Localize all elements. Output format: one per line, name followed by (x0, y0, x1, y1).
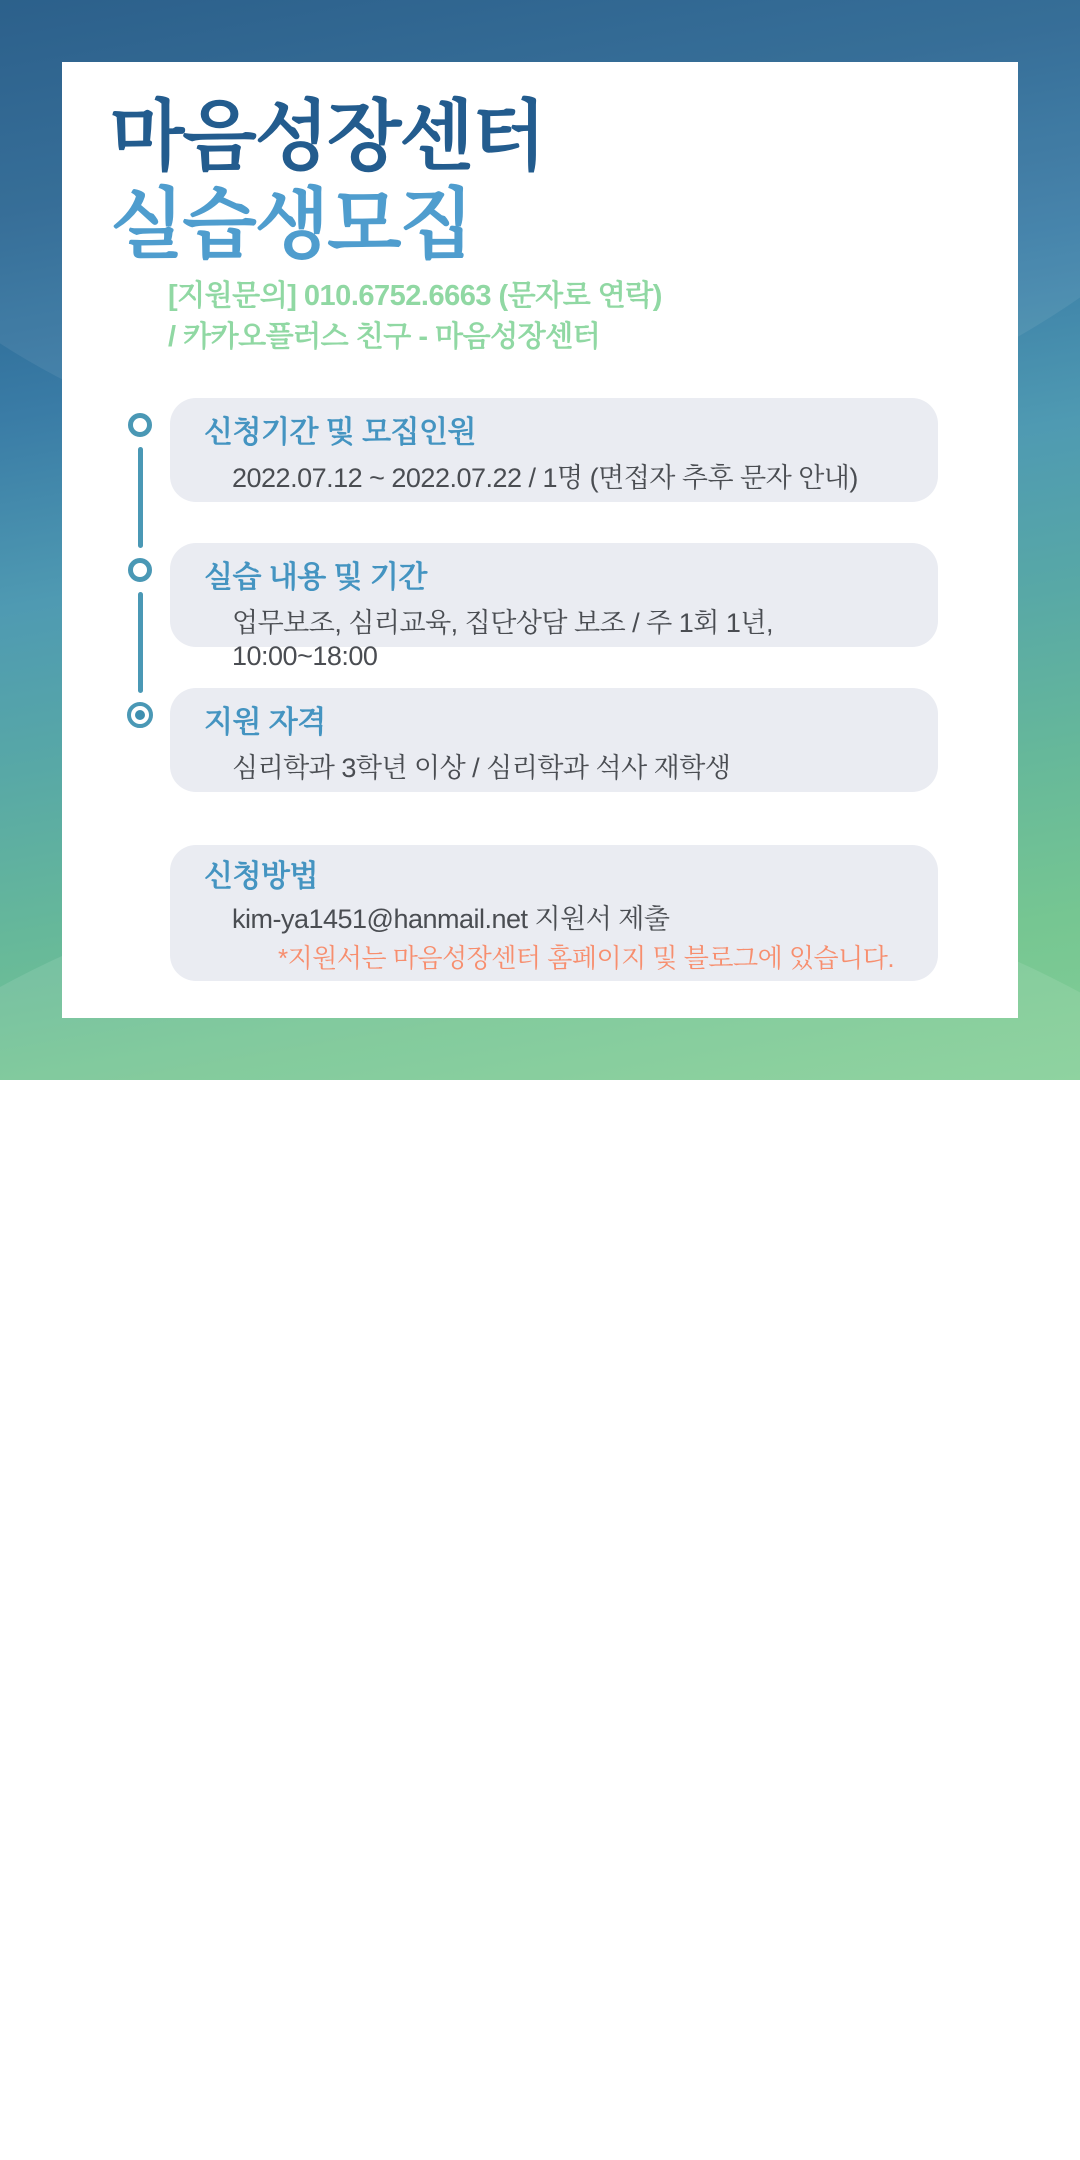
contact-info (168, 276, 662, 357)
section-title: 실습 내용 및 기간 (204, 561, 427, 594)
section-application-period (170, 398, 938, 502)
section-card (170, 543, 938, 672)
poster-card (62, 62, 1018, 1018)
page-title (110, 94, 544, 270)
section-body: 업무보조, 심리교육, 집단상담 보조 / 주 1회 1년, 10:00~18:00 (232, 607, 773, 672)
section-card (170, 845, 938, 981)
section-how-to-apply (170, 845, 938, 981)
section-body: 2022.07.12 ~ 2022.07.22 / 1명 (면접자 추후 문자 안내) (232, 462, 858, 493)
timeline-radio-dot (135, 710, 145, 720)
section-qualifications (170, 688, 938, 792)
timeline-circle-icon (128, 413, 152, 437)
section-title: 신청방법 (204, 860, 318, 893)
section-card (170, 398, 938, 502)
timeline-connector-line (138, 592, 143, 693)
section-body: kim-ya1451@hanmail.net 지원서 제출 (232, 903, 670, 934)
section-practice-content (170, 543, 938, 672)
section-body: 심리학과 3학년 이상 / 심리학과 석사 재학생 (232, 752, 731, 783)
title-line-1: 마음성장센터 (110, 94, 545, 180)
timeline-connector-line (138, 447, 143, 548)
contact-line-2: / 카카오플러스 친구 - 마음성장센터 (168, 320, 601, 353)
title-line-2: 실습생모집 (110, 181, 472, 268)
section-title: 지원 자격 (204, 706, 326, 739)
timeline-radio-icon (127, 702, 153, 728)
contact-line-1: [지원문의] 010.6752.6663 (문자로 연락) (168, 280, 662, 312)
section-note: *지원서는 마음성장센터 홈페이지 및 블로그에 있습니다. (278, 943, 895, 974)
timeline-circle-icon (128, 558, 152, 582)
section-card (170, 688, 938, 792)
section-title: 신청기간 및 모집인원 (204, 416, 476, 449)
